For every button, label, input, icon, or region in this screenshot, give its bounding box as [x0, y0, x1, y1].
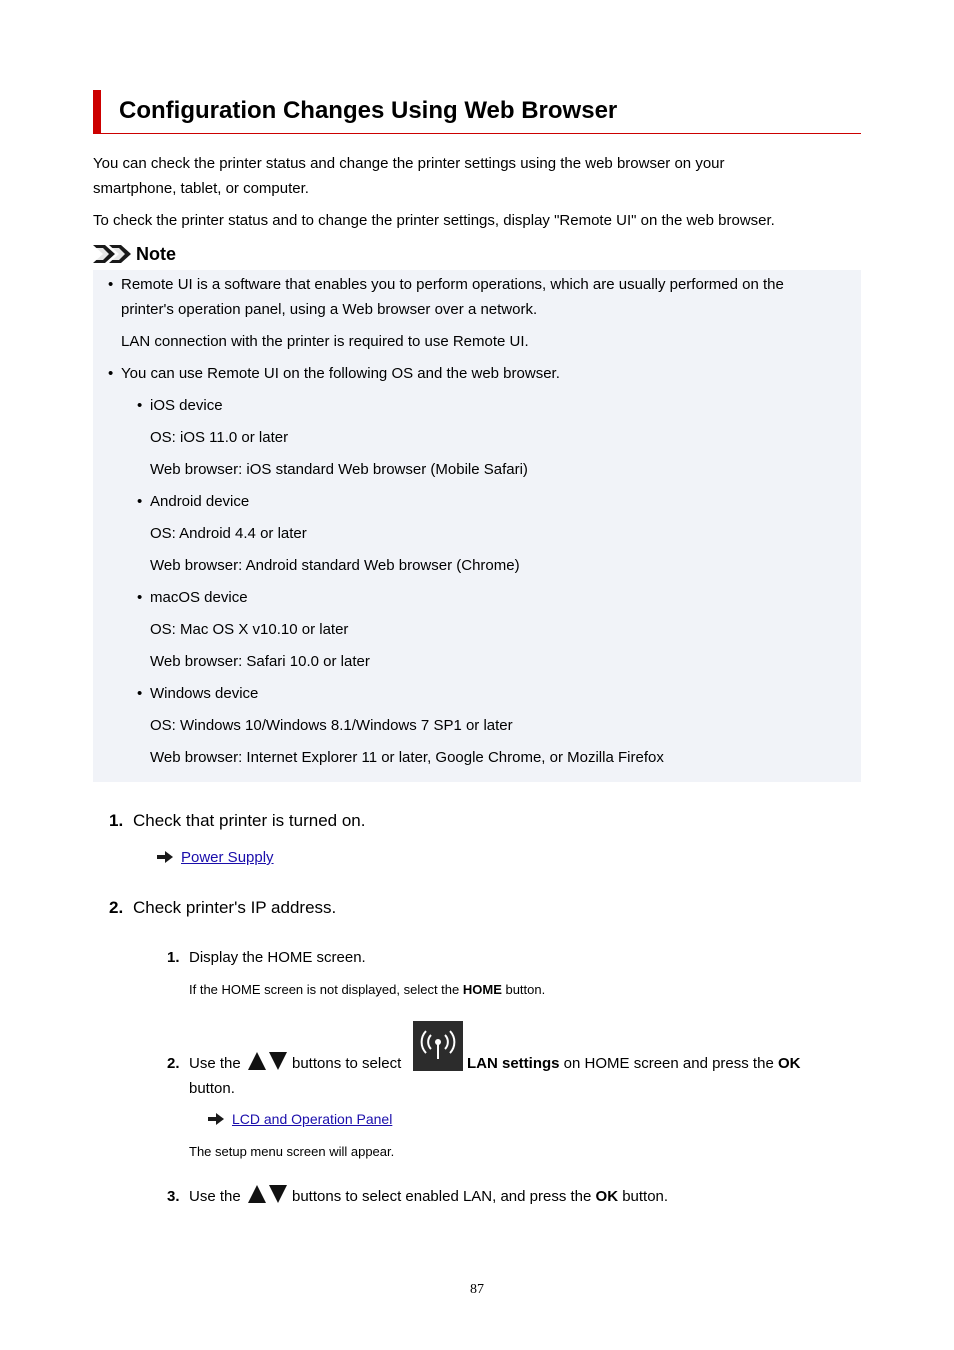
note-bullet-1-line-1: Remote UI is a software that enables you to perform operations, which are usually performed on the: [121, 276, 784, 293]
step-1-text: Check that printer is turned on.: [133, 811, 366, 830]
substep-2-text-a: Use the: [189, 1055, 241, 1072]
note-bullet-1-extra: LAN connection with the printer is required to use Remote UI.: [121, 333, 529, 350]
substep-1-number: 1.: [167, 949, 180, 966]
device-browser: Web browser: Android standard Web browser (Chrome): [150, 557, 520, 574]
power-supply-link[interactable]: Power Supply: [181, 849, 274, 866]
device-name: Android device: [150, 493, 250, 510]
substep-1-note: If the HOME screen is not displayed, select the HOME button.: [189, 982, 546, 997]
substep-2-text-f: button.: [189, 1080, 235, 1097]
page-number: 87: [470, 1282, 484, 1297]
device-browser: Web browser: Internet Explorer 11 or later, Google Chrome, or Mozilla Firefox: [150, 749, 664, 766]
note-bullet-1-line-2: printer's operation panel, using a Web browser over a network.: [121, 301, 538, 318]
up-down-arrows-icon: [248, 1051, 288, 1071]
device-browser: Web browser: Safari 10.0 or later: [150, 653, 370, 670]
intro-line-2: smartphone, tablet, or computer.: [93, 180, 309, 197]
substep-1-text: Display the HOME screen.: [189, 949, 366, 966]
intro-line-1: You can check the printer status and change the printer settings using the web browser on your: [93, 155, 725, 172]
note-arrows-icon: [93, 245, 133, 263]
bullet-dot: •: [137, 493, 143, 510]
substep-2-note: The setup menu screen will appear.: [189, 1144, 395, 1159]
lan-settings-icon: [413, 1021, 463, 1071]
bullet-dot: •: [108, 365, 114, 382]
bullet-dot: •: [137, 397, 143, 414]
substep-2-text-c: LAN settings on HOME screen and press the OK: [467, 1055, 801, 1072]
device-name: iOS device: [150, 397, 223, 414]
substep-2-number: 2.: [167, 1055, 180, 1072]
note-bullet-2: You can use Remote UI on the following OS and the web browser.: [121, 365, 560, 382]
bullet-dot: •: [137, 589, 143, 606]
bullet-dot: •: [137, 685, 143, 702]
device-os: OS: iOS 11.0 or later: [150, 429, 289, 446]
step-2-number: 2.: [109, 898, 124, 917]
step-2-text: Check printer's IP address.: [133, 898, 337, 917]
bullet-dot: •: [108, 276, 114, 293]
substep-3-number: 3.: [167, 1188, 180, 1205]
device-browser: Web browser: iOS standard Web browser (Mobile Safari): [150, 461, 528, 478]
up-down-arrows-icon: [248, 1184, 288, 1204]
note-label: Note: [136, 244, 176, 264]
device-os: OS: Mac OS X v10.10 or later: [150, 621, 349, 638]
link-arrow-icon: [208, 1113, 224, 1125]
step-1-number: 1.: [109, 811, 124, 830]
substep-2-text-b: buttons to select: [292, 1055, 402, 1072]
heading-accent-bar: [93, 90, 101, 134]
device-os: OS: Windows 10/Windows 8.1/Windows 7 SP1 or later: [150, 717, 513, 734]
intro-line-3: To check the printer status and to change the printer settings, display "Remote UI" on the web browser.: [93, 212, 775, 229]
page-title: Configuration Changes Using Web Browser: [119, 97, 618, 124]
substep-3-text-a: Use the: [189, 1188, 241, 1205]
device-name: macOS device: [150, 589, 248, 606]
substep-3-text-b: buttons to select enabled LAN, and press the OK button.: [292, 1188, 669, 1205]
link-arrow-icon: [157, 851, 173, 863]
lcd-operation-panel-link[interactable]: LCD and Operation Panel: [232, 1111, 393, 1127]
device-os: OS: Android 4.4 or later: [150, 525, 307, 542]
device-name: Windows device: [150, 685, 259, 702]
heading-underline: [93, 133, 861, 134]
